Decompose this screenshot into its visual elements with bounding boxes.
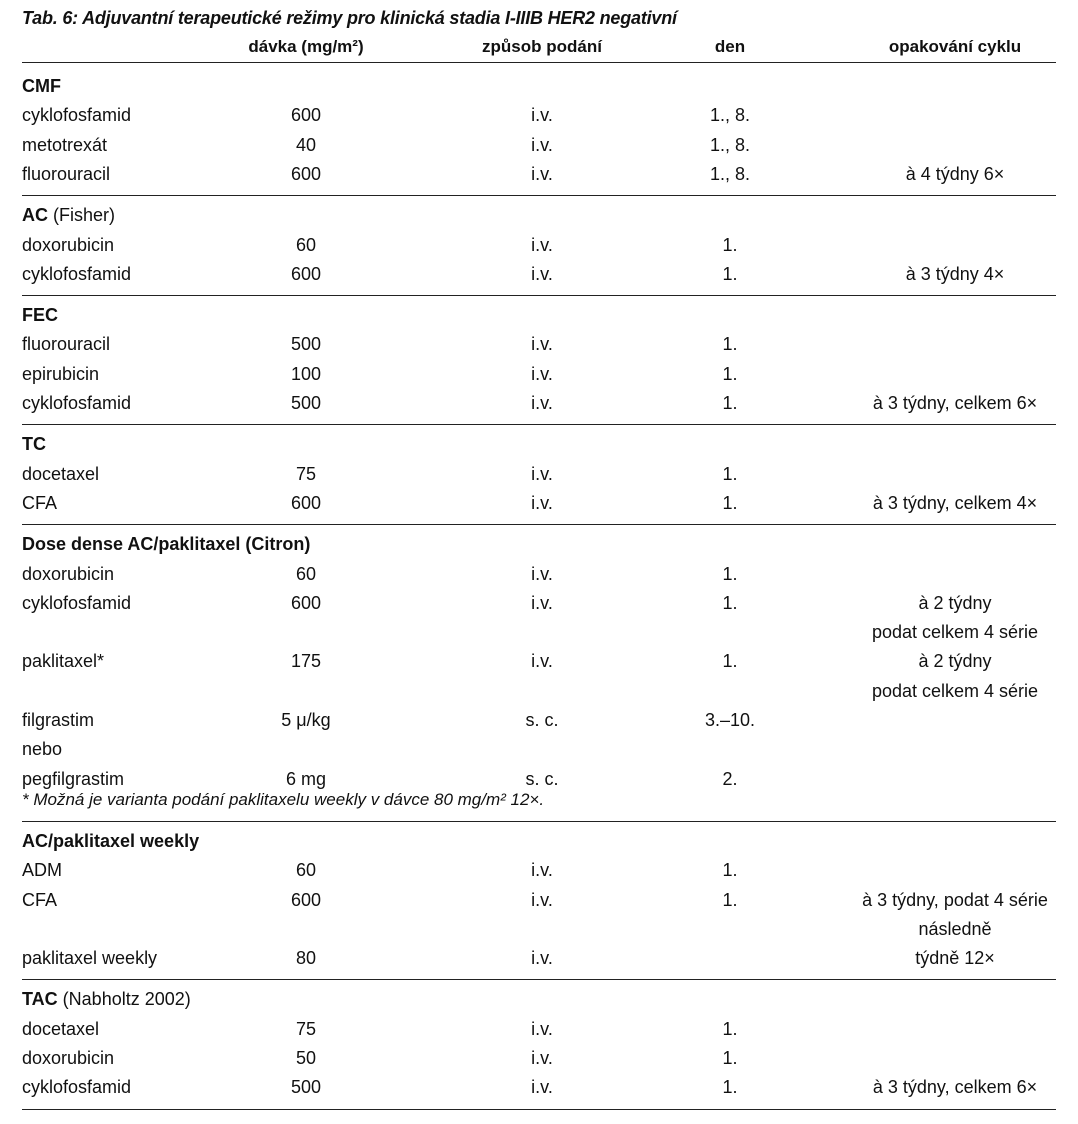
route-cell: i.v.: [531, 492, 553, 513]
section-name: TAC: [22, 989, 58, 1010]
header-day: den: [714, 37, 746, 56]
table-title: Tab. 6: Adjuvantní terapeutické režimy pro klinická stadia I-IIIB HER2 negativní: [22, 8, 677, 28]
cycle-cell: à 3 týdny 4×: [905, 263, 1005, 284]
drug-cell: cyklofosfamid: [22, 393, 132, 413]
route-cell: i.v.: [531, 105, 553, 126]
day-cell: 1.: [722, 463, 738, 484]
dose-cell: 600: [290, 105, 322, 126]
cycle-cell: à 4 týdny 6×: [905, 163, 1005, 184]
dose-cell: 75: [295, 1018, 317, 1039]
route-cell: i.v.: [531, 1018, 553, 1039]
dose-cell: 100: [290, 363, 322, 384]
route-cell: i.v.: [531, 163, 553, 184]
table-row: [0, 1044, 1078, 1073]
table-row: [0, 706, 1078, 735]
table-row: [0, 618, 1078, 647]
cycle-cell: podat celkem 4 série: [871, 680, 1039, 701]
table-row: [0, 1073, 1078, 1102]
section-title-row: [0, 72, 1078, 101]
table-row: [0, 560, 1078, 589]
section-rule: [22, 1109, 1056, 1110]
day-cell: 1.: [722, 1048, 738, 1068]
route-cell: i.v.: [531, 263, 553, 284]
dose-cell: 60: [295, 563, 317, 584]
route-cell: i.v.: [531, 592, 553, 613]
day-cell: 1.: [722, 263, 738, 284]
section-title-row: [0, 827, 1078, 856]
cycle-cell: à 3 týdny, celkem 6×: [872, 393, 1038, 413]
section-title-row: [0, 301, 1078, 330]
section-title: [22, 430, 46, 459]
footnote: * Možná je varianta podání paklitaxelu weekly v dávce 80 mg/m² 12×.: [22, 789, 545, 809]
section-name: AC/paklitaxel weekly: [22, 830, 200, 851]
cycle-cell: týdně 12×: [915, 948, 995, 969]
cycle-cell: à 2 týdny: [918, 592, 992, 613]
cycle-cell: následně: [918, 918, 992, 939]
drug-cell: paklitaxel*: [22, 651, 105, 672]
drug-cell: fluorouracil: [22, 334, 111, 355]
day-cell: 1.: [722, 1077, 738, 1098]
table-row: [0, 160, 1078, 189]
table-row: [0, 647, 1078, 676]
route-cell: i.v.: [531, 363, 553, 384]
drug-cell: cyklofosfamid: [22, 592, 132, 613]
dose-cell: 40: [295, 134, 317, 155]
dose-cell: 5 μ/kg: [281, 710, 331, 730]
section-title: [22, 72, 61, 101]
dose-cell: 600: [290, 889, 322, 910]
route-cell: i.v.: [531, 1048, 553, 1068]
drug-cell: doxorubicin: [22, 1048, 115, 1068]
section-rule: [22, 821, 1056, 822]
drug-cell: metotrexát: [22, 134, 108, 155]
table-row: [0, 886, 1078, 915]
section-title: [22, 985, 191, 1014]
table-row: [0, 589, 1078, 618]
drug-cell: paklitaxel weekly: [22, 948, 158, 969]
cycle-cell: à 2 týdny: [918, 651, 992, 672]
table-row: [0, 360, 1078, 389]
header-cycle: opakování cyklu: [888, 37, 1022, 56]
table-row: [0, 231, 1078, 260]
drug-cell: nebo: [22, 739, 63, 760]
table-row: [0, 915, 1078, 944]
day-cell: 2.: [722, 768, 738, 789]
section-name: FEC: [22, 305, 58, 326]
section-title-row: [0, 985, 1078, 1014]
table-row: [0, 101, 1078, 130]
dose-cell: 600: [290, 263, 322, 284]
drug-cell: fluorouracil: [22, 163, 111, 184]
drug-cell: filgrastim: [22, 710, 95, 730]
section-title-row: [0, 430, 1078, 459]
section-rule: [22, 979, 1056, 980]
cycle-cell: podat celkem 4 série: [871, 622, 1039, 643]
table-row: [0, 944, 1078, 973]
section-title-row: [0, 530, 1078, 559]
dose-cell: 600: [290, 492, 322, 513]
day-cell: 3.–10.: [704, 710, 756, 730]
route-cell: i.v.: [531, 651, 553, 672]
section-title-row: [0, 201, 1078, 230]
day-cell: 1.: [722, 563, 738, 584]
drug-cell: doxorubicin: [22, 234, 115, 255]
cycle-cell: à 3 týdny, celkem 4×: [872, 492, 1038, 513]
dose-cell: 175: [290, 651, 322, 672]
drug-cell: cyklofosfamid: [22, 105, 132, 126]
dose-cell: 600: [290, 163, 322, 184]
dose-cell: 60: [295, 860, 317, 881]
table-row: [0, 460, 1078, 489]
day-cell: 1.: [722, 1018, 738, 1039]
day-cell: 1.: [722, 651, 738, 672]
drug-cell: cyklofosfamid: [22, 263, 132, 284]
section-rule: [22, 295, 1056, 296]
header-route: způsob podání: [482, 37, 602, 56]
day-cell: 1.: [722, 492, 738, 513]
route-cell: i.v.: [531, 334, 553, 355]
header-dose: dávka (mg/m²): [248, 37, 364, 56]
section-title: [22, 530, 310, 559]
dose-cell: 75: [295, 463, 317, 484]
route-cell: i.v.: [531, 948, 553, 969]
section-name: CMF: [22, 76, 61, 96]
day-cell: 1.: [722, 334, 738, 355]
section-title: [22, 827, 199, 856]
day-cell: 1.: [722, 363, 738, 384]
table-row: [0, 389, 1078, 418]
drug-cell: epirubicin: [22, 363, 100, 384]
dose-cell: 500: [290, 334, 322, 355]
route-cell: s. c.: [525, 768, 559, 789]
section-rule: [22, 195, 1056, 196]
table-row: [0, 735, 1078, 764]
section-title: [22, 201, 115, 230]
section-note: (Fisher): [48, 205, 115, 226]
section-rule: [22, 524, 1056, 525]
drug-cell: CFA: [22, 889, 58, 910]
day-cell: 1.: [722, 234, 738, 255]
day-cell: 1.: [722, 860, 738, 881]
route-cell: i.v.: [531, 393, 553, 413]
drug-cell: docetaxel: [22, 463, 100, 484]
route-cell: i.v.: [531, 234, 553, 255]
section-rule: [22, 424, 1056, 425]
day-cell: 1.: [722, 592, 738, 613]
section-name: Dose dense AC/paklitaxel (Citron): [22, 534, 311, 555]
drug-cell: ADM: [22, 860, 62, 881]
table-row: [0, 260, 1078, 289]
dose-cell: 50: [295, 1048, 317, 1068]
dose-cell: 500: [290, 393, 322, 413]
section-name: TC: [22, 434, 46, 455]
day-cell: 1.: [722, 889, 738, 910]
table-row: [0, 330, 1078, 359]
table-row: [0, 1015, 1078, 1044]
day-cell: 1., 8.: [709, 105, 751, 126]
route-cell: i.v.: [531, 134, 553, 155]
day-cell: 1.: [722, 393, 738, 413]
drug-cell: cyklofosfamid: [22, 1077, 132, 1098]
table-row: [0, 856, 1078, 885]
route-cell: i.v.: [531, 889, 553, 910]
section-title: [22, 301, 58, 330]
route-cell: i.v.: [531, 860, 553, 881]
cycle-cell: à 3 týdny, celkem 6×: [872, 1077, 1038, 1098]
route-cell: i.v.: [531, 463, 553, 484]
dose-cell: 80: [295, 948, 317, 969]
dose-cell: 6 mg: [285, 768, 327, 789]
route-cell: s. c.: [525, 710, 559, 730]
table-row: [0, 131, 1078, 160]
day-cell: 1., 8.: [709, 134, 751, 155]
dose-cell: 500: [290, 1077, 322, 1098]
day-cell: 1., 8.: [709, 163, 751, 184]
drug-cell: doxorubicin: [22, 563, 115, 584]
drug-cell: docetaxel: [22, 1018, 100, 1039]
section-name: AC: [22, 205, 48, 226]
section-note: (Nabholtz 2002): [57, 989, 191, 1010]
dose-cell: 600: [290, 592, 322, 613]
header-rule: [22, 62, 1056, 63]
cycle-cell: à 3 týdny, podat 4 série: [862, 889, 1048, 910]
drug-cell: pegfilgrastim: [22, 768, 125, 789]
dose-cell: 60: [295, 234, 317, 255]
table-row: [0, 489, 1078, 518]
table-row: [0, 677, 1078, 706]
route-cell: i.v.: [531, 1077, 553, 1098]
route-cell: i.v.: [531, 563, 553, 584]
drug-cell: CFA: [22, 492, 58, 513]
